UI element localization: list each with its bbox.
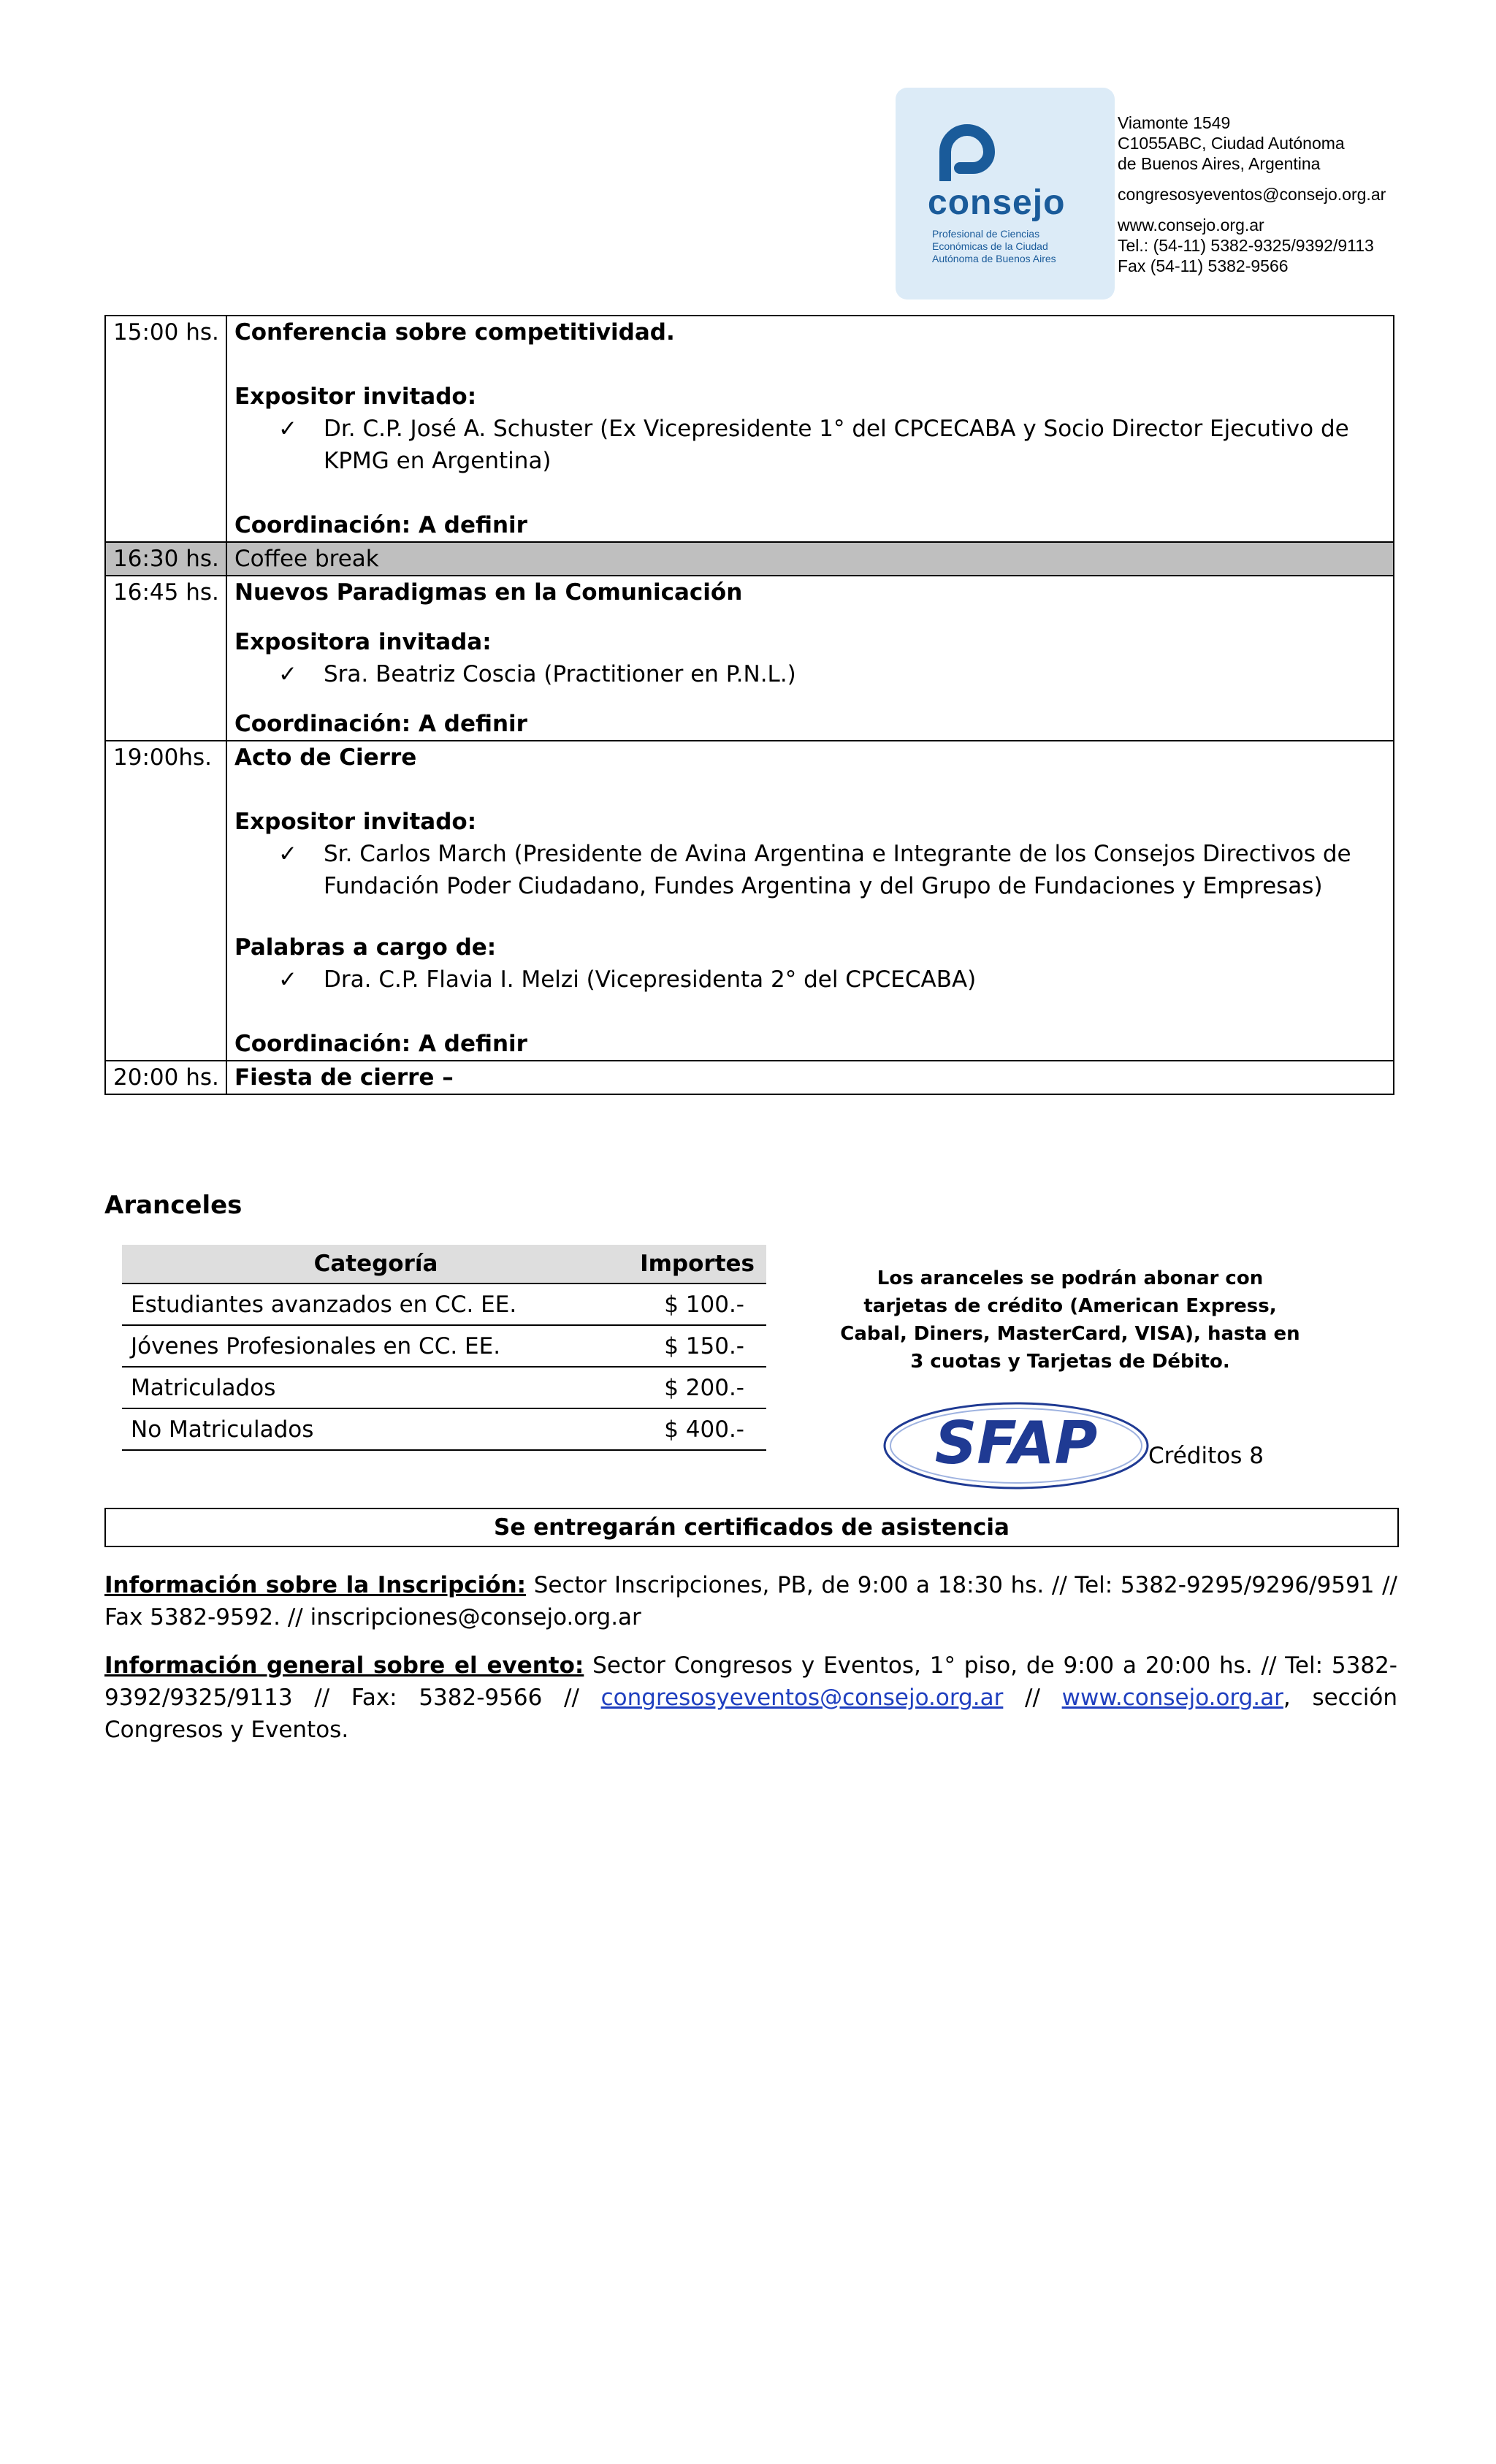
- session-title: Acto de Cierre: [234, 744, 417, 771]
- fees-col-amount: Importes: [630, 1244, 766, 1284]
- payment-note: Los aranceles se podrán abonar con tarjetas de crédito (American Express, Cabal, Diners, MasterCard, VISA), hasta en 3 cuotas y Tarjetas de Débito.: [840, 1267, 1300, 1373]
- schedule-table: [104, 315, 1394, 1095]
- sfap-logo: [881, 1399, 1151, 1492]
- schedule-time: 16:30 hs.: [105, 542, 226, 576]
- coordination: Coordinación: A definir: [234, 512, 527, 538]
- logo-subtitle: Profesional de Ciencias Económicas de la Ciudad Autónoma de Buenos Aires: [932, 228, 1056, 264]
- speaker-item: ✓ Dr. C.P. José A. Schuster (Ex Vicepresidente 1° del CPCECABA y Socio Director Ejecutivo de KPMG en Argentina): [234, 413, 1393, 477]
- words-label: Palabras a cargo de:: [234, 934, 497, 961]
- address-line: Viamonte 1549: [1118, 113, 1231, 132]
- session-title: Coffee break: [226, 542, 1394, 576]
- session-title: Nuevos Paradigmas en la Comunicación: [234, 579, 743, 606]
- info-general: Información general sobre el evento: Sector Congresos y Eventos, 1° piso, de 9:00 a 20:00 hs. // Tel: 5382-9392/9325/9113 // Fax: 5382-9566 // congresosyeventos@consejo.org.ar // www.consejo.org.ar, sección Congresos y Eventos.: [104, 1652, 1397, 1743]
- aranceles-title: Aranceles: [104, 1191, 243, 1220]
- contact-email: congresosyeventos@consejo.org.ar: [1118, 185, 1386, 204]
- table-row: [122, 1367, 766, 1408]
- fee-amount: $ 100.-: [630, 1284, 766, 1325]
- info-inscripcion-text: Sector Inscripciones, PB, de 9:00 a 18:30 hs. // Tel: 5382-9295/9296/9591 // Fax 5382-9592. // inscripciones@consejo.org.ar: [104, 1572, 1397, 1630]
- contact-tel: Tel.: (54-11) 5382-9325/9392/9113: [1118, 236, 1374, 255]
- fee-amount: $ 200.-: [630, 1367, 766, 1408]
- consejo-logo: [896, 88, 1115, 300]
- schedule-row: [105, 576, 1394, 741]
- schedule-content: [226, 576, 1394, 741]
- check-icon: ✓: [278, 416, 297, 442]
- session-title: Conferencia sobre competitividad.: [234, 319, 675, 346]
- fees-table: [122, 1243, 766, 1451]
- info-inscripcion: [104, 1569, 1397, 1633]
- check-icon: ✓: [278, 966, 297, 993]
- contact-block: [1118, 112, 1386, 276]
- speaker-item: ✓ Sra. Beatriz Coscia (Practitioner en P.N.L.): [234, 658, 1393, 690]
- address-line: C1055ABC, Ciudad Autónoma: [1118, 134, 1345, 153]
- schedule-time: 15:00 hs.: [105, 316, 226, 542]
- schedule-row: [105, 316, 1394, 542]
- contact-web: www.consejo.org.ar: [1118, 215, 1264, 234]
- schedule-row: [105, 542, 1394, 576]
- speaker-label: Expositora invitada:: [234, 629, 492, 655]
- schedule-time: 16:45 hs.: [105, 576, 226, 741]
- schedule-time: 19:00hs.: [105, 741, 226, 1061]
- fee-category: Matriculados: [122, 1367, 630, 1408]
- certificates-banner: Se entregarán certificados de asistencia: [104, 1508, 1399, 1547]
- schedule-content: [226, 316, 1394, 542]
- table-row: [122, 1325, 766, 1367]
- fee-category: No Matriculados: [122, 1408, 630, 1450]
- schedule-time: 20:00 hs.: [105, 1061, 226, 1094]
- fees-col-category: Categoría: [122, 1244, 630, 1284]
- speaker-label: Expositor invitado:: [234, 809, 477, 835]
- consejo-logo-icon: [932, 123, 1005, 181]
- contact-fax: Fax (54-11) 5382-9566: [1118, 256, 1289, 275]
- coordination: Coordinación: A definir: [234, 711, 527, 737]
- schedule-row: [105, 741, 1394, 1061]
- speaker-label: Expositor invitado:: [234, 384, 477, 410]
- address-line: de Buenos Aires, Argentina: [1118, 154, 1321, 173]
- table-row: [122, 1284, 766, 1325]
- sfap-logo-text: SFAP: [934, 1409, 1098, 1477]
- words-item: ✓ Dra. C.P. Flavia I. Melzi (Vicepresidenta 2° del CPCECABA): [234, 964, 1393, 996]
- fee-category: Estudiantes avanzados en CC. EE.: [122, 1284, 630, 1325]
- email-link[interactable]: congresosyeventos@consejo.org.ar: [600, 1685, 1004, 1711]
- schedule-content: [226, 741, 1394, 1061]
- info-inscripcion-label: Información sobre la Inscripción:: [104, 1572, 527, 1598]
- check-icon: ✓: [278, 841, 297, 867]
- web-link[interactable]: www.consejo.org.ar: [1061, 1685, 1283, 1711]
- session-title: Fiesta de cierre –: [226, 1061, 1394, 1094]
- fee-category: Jóvenes Profesionales en CC. EE.: [122, 1325, 630, 1367]
- logo-word: consejo: [928, 183, 1066, 222]
- coordination: Coordinación: A definir: [234, 1031, 527, 1057]
- credits: Créditos 8: [1148, 1443, 1264, 1469]
- table-row: [122, 1408, 766, 1450]
- speaker-item: ✓ Sr. Carlos March (Presidente de Avina Argentina e Integrante de los Consejos Directivos de Fundación Poder Ciudadano, Fundes Argentina y del Grupo de Fundaciones y Empresas): [234, 838, 1393, 902]
- fee-amount: $ 400.-: [630, 1408, 766, 1450]
- fee-amount: $ 150.-: [630, 1325, 766, 1367]
- check-icon: ✓: [278, 661, 297, 687]
- info-general-label: Información general sobre el evento:: [104, 1652, 584, 1679]
- schedule-row: [105, 1061, 1394, 1094]
